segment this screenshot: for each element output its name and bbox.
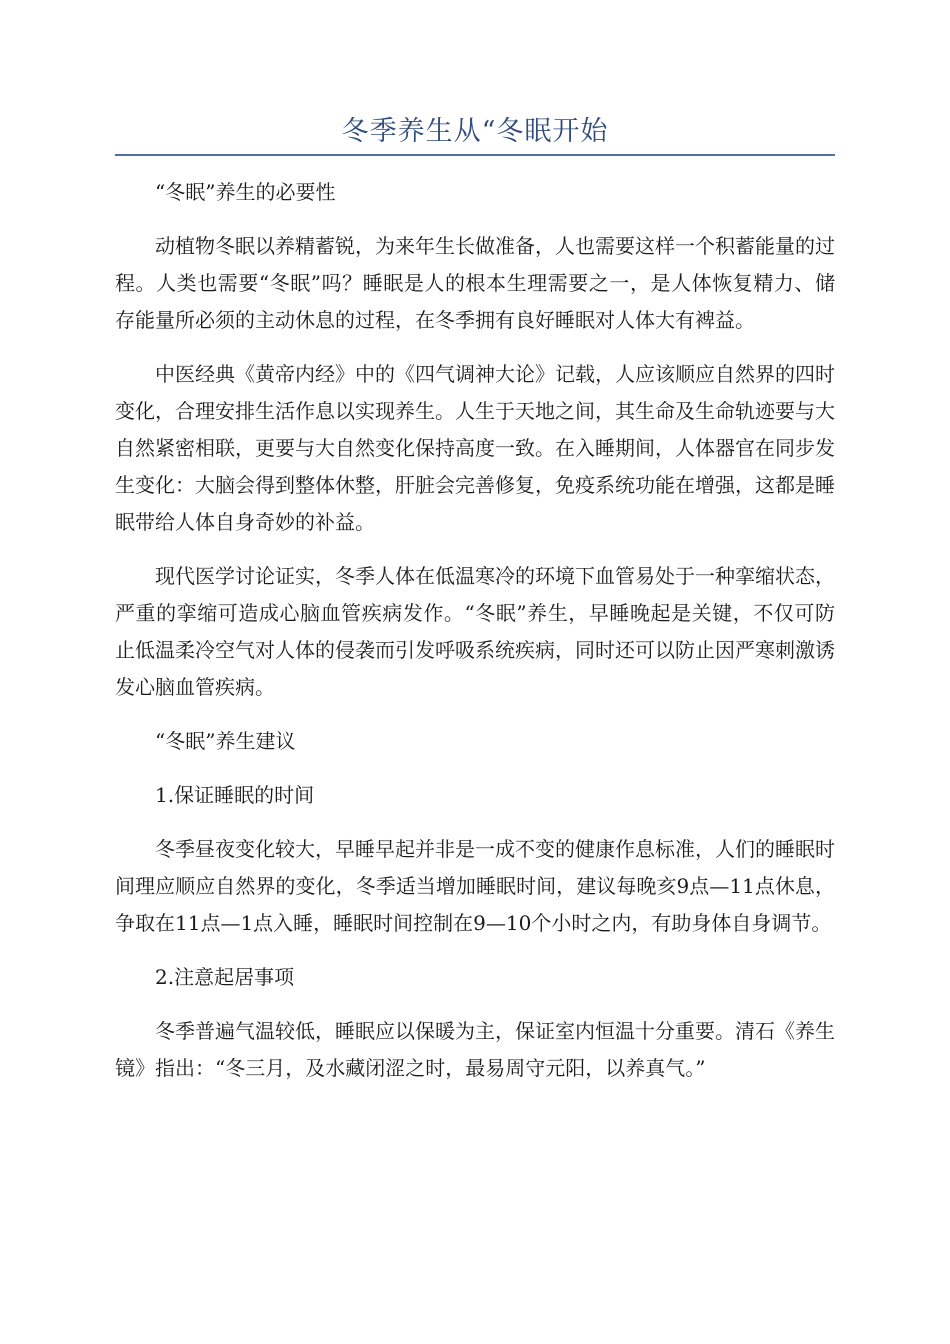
paragraph: 现代医学讨论证实，冬季人体在低温寒冷的环境下血管易处于一种挛缩状态，严重的挛缩可造成心脑血管疾病发作。“冬眠”养生，早睡晚起是关键，不仅可防止低温柔冷空气对人体的侵袭而引发呼吸系统疾病，同时还可以防止因严寒刺激诱发心脑血管疾病。 bbox=[115, 564, 835, 699]
paragraph: 动植物冬眠以养精蓄锐，为来年生长做准备，人也需要这样一个积蓄能量的过程。人类也需要“冬眠”吗？睡眠是人的根本生理需要之一，是人体恢复精力、储存能量所必须的主动休息的过程，在冬季拥有良好睡眠对人体大有裨益。 bbox=[115, 234, 835, 332]
section-heading-advice: “冬眠”养生建议 bbox=[155, 729, 296, 753]
title-underline bbox=[115, 154, 835, 156]
paragraph: 冬季普遍气温较低，睡眠应以保暖为主，保证室内恒温十分重要。清石《养生镜》指出：“冬三月，及水藏闭涩之时，最易周守元阳，以养真气。” bbox=[115, 1019, 835, 1080]
document-title: 冬季养生从“冬眠开始 bbox=[341, 116, 609, 147]
document-body bbox=[115, 174, 835, 1104]
subheading-sleep-time: 1.保证睡眠的时间 bbox=[155, 783, 315, 807]
section-heading-necessity: “冬眠”养生的必要性 bbox=[155, 180, 336, 204]
paragraph: 中医经典《黄帝内经》中的《四气调神大论》记载，人应该顺应自然界的四时变化，合理安排生活作息以实现养生。人生于天地之间，其生命及生命轨迹要与大自然紧密相联，更要与大自然变化保持高度一致。在入睡期间，人体器官在同步发生变化：大脑会得到整体休整，肝脏会完善修复，免疫系统功能在增强，这都是睡眠带给人体自身奇妙的补益。 bbox=[115, 362, 835, 534]
paragraph: 冬季昼夜变化较大，早睡早起并非是一成不变的健康作息标准，人们的睡眠时间理应顺应自然界的变化，冬季适当增加睡眠时间，建议每晚亥9点—11点休息，争取在11点—1点入睡，睡眠时间控制在9—10个小时之内，有助身体自身调节。 bbox=[115, 837, 835, 935]
subheading-daily-routine: 2.注意起居事项 bbox=[155, 965, 295, 989]
